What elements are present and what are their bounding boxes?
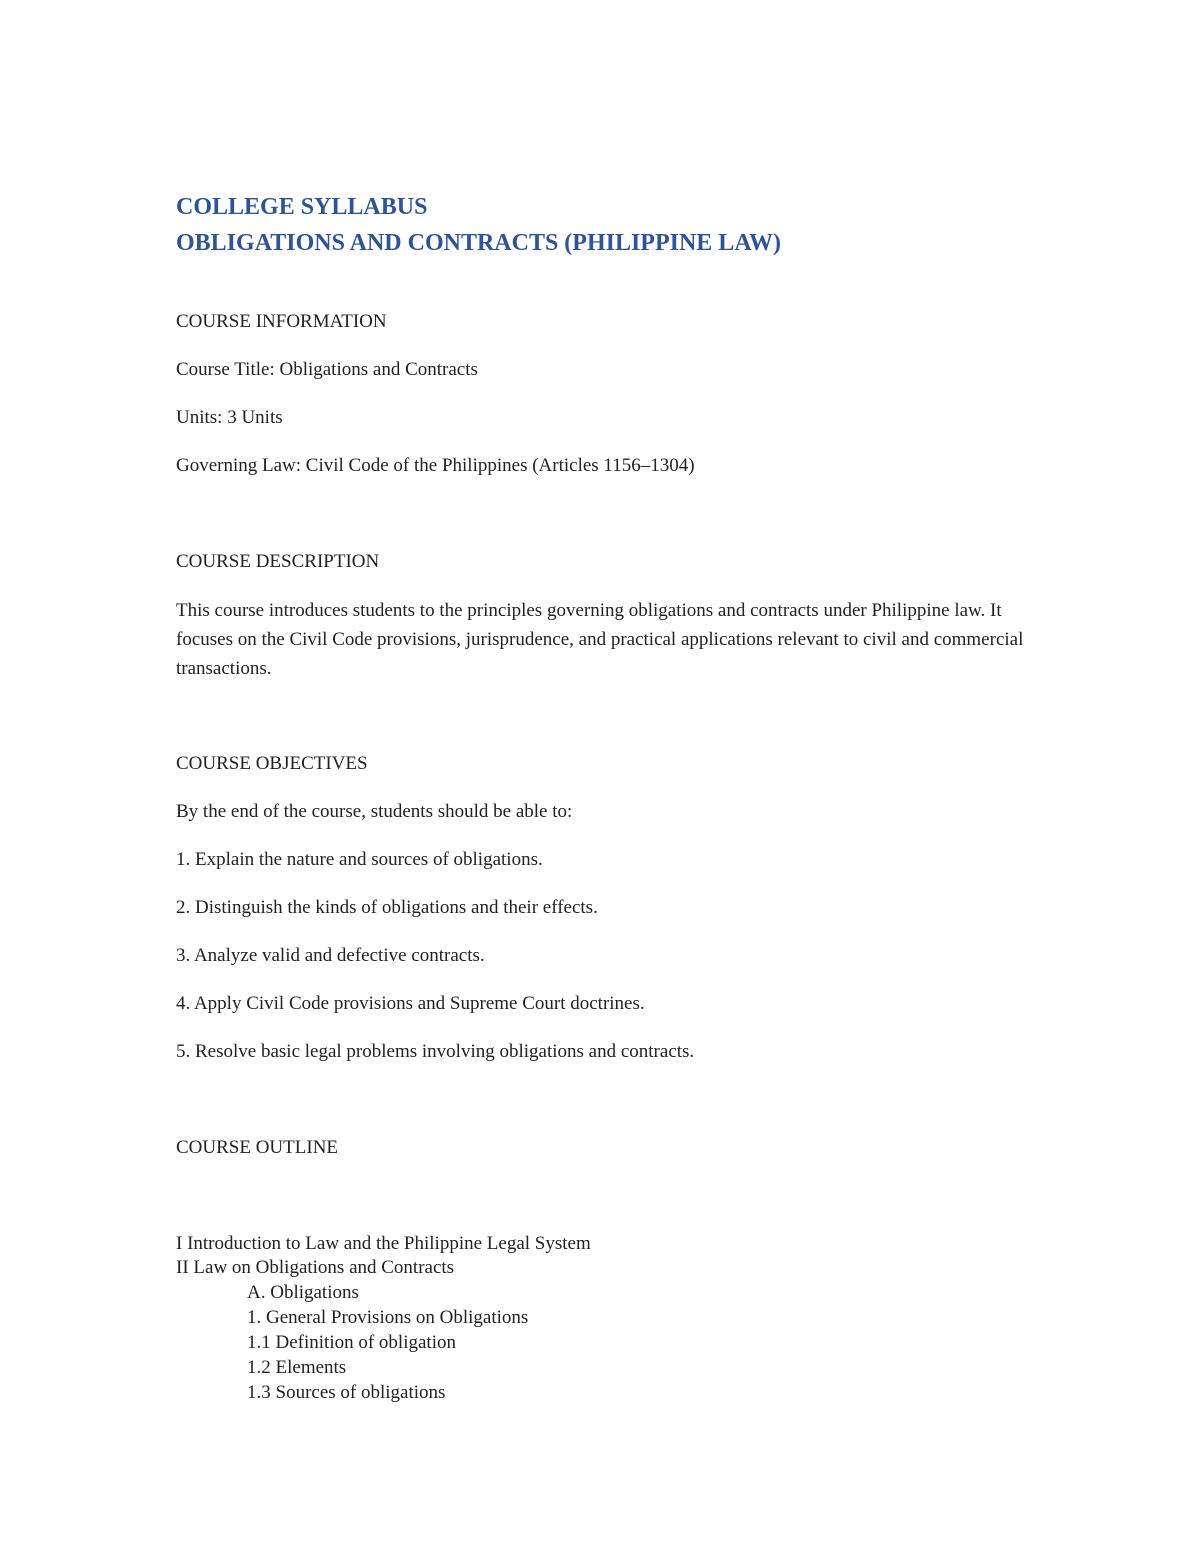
outline-subitem: 1. General Provisions on Obligations bbox=[247, 1307, 529, 1328]
outline-item: II Law on Obligations and Contracts bbox=[176, 1257, 455, 1278]
document-subtitle: OBLIGATIONS AND CONTRACTS (PHILIPPINE LAW) bbox=[176, 230, 781, 256]
objective-item: 3. Analyze valid and defective contracts. bbox=[176, 945, 485, 966]
outline-subitem: 1.1 Definition of obligation bbox=[247, 1332, 456, 1353]
course-description-heading: COURSE DESCRIPTION bbox=[176, 551, 380, 572]
objectives-intro: By the end of the course, students should be able to: bbox=[176, 801, 573, 822]
objective-item: 4. Apply Civil Code provisions and Supreme Court doctrines. bbox=[176, 993, 645, 1014]
outline-item: I Introduction to Law and the Philippine Legal System bbox=[176, 1233, 591, 1254]
course-title-line: Course Title: Obligations and Contracts bbox=[176, 359, 478, 380]
governing-law-line: Governing Law: Civil Code of the Philippines (Articles 1156–1304) bbox=[176, 455, 695, 476]
objective-item: 1. Explain the nature and sources of obligations. bbox=[176, 849, 543, 870]
objective-item: 2. Distinguish the kinds of obligations and their effects. bbox=[176, 897, 598, 918]
course-information-heading: COURSE INFORMATION bbox=[176, 311, 387, 332]
objective-item: 5. Resolve basic legal problems involving obligations and contracts. bbox=[176, 1041, 695, 1062]
outline-subitem: 1.2 Elements bbox=[247, 1357, 347, 1378]
course-description-body: This course introduces students to the principles governing obligations and contracts under Philippine law. It focuses on the Civil Code provisions, jurisprudence, and practical applications relevant to civil and commercial transactions. bbox=[176, 600, 1024, 679]
outline-subitem: A. Obligations bbox=[247, 1282, 359, 1303]
course-objectives-heading: COURSE OBJECTIVES bbox=[176, 753, 368, 774]
document-title: COLLEGE SYLLABUS bbox=[176, 194, 428, 220]
course-outline-heading: COURSE OUTLINE bbox=[176, 1137, 339, 1158]
units-line: Units: 3 Units bbox=[176, 407, 283, 428]
outline-subitem: 1.3 Sources of obligations bbox=[247, 1382, 446, 1403]
